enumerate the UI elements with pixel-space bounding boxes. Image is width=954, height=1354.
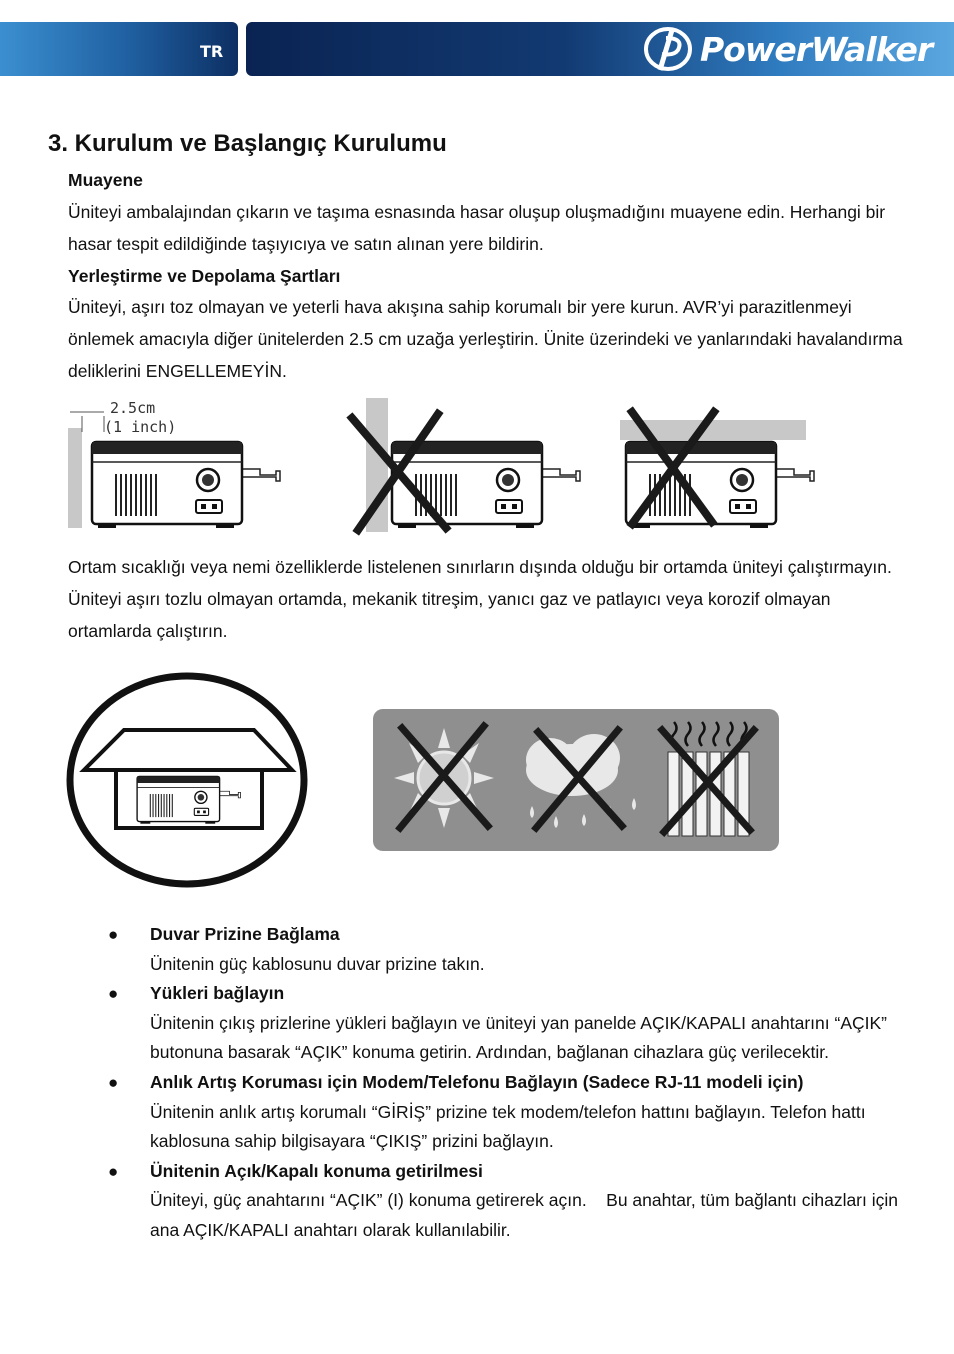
ups-unit: [92, 442, 280, 528]
clearance-label-cm: 2.5cm: [110, 399, 156, 417]
bullet-icon: ●: [108, 1072, 119, 1092]
step-title: Anlık Artış Koruması için Modem/Telefonu Bağlayın (Sadece RJ-11 modeli için): [150, 1071, 804, 1092]
powerwalker-logo-icon: [642, 26, 696, 72]
setup-steps-list: [108, 920, 903, 1246]
placement-text: Üniteyi, aşırı toz olmayan ve yeterli hava akışına sahip korumalı bir yere kurun. AVR’yi parazitlenmeyi önlemek amacıyla diğer ünitelerden 2.5 cm uzağa yerleştirin. Ünite üzerindeki ve yanlarındaki havalandırma deliklerini ENGELLEMEYİN.: [68, 297, 903, 381]
wall: [68, 428, 82, 528]
bullet-icon: ●: [108, 984, 119, 1004]
ups-unit: [626, 442, 814, 528]
page-title: 3. Kurulum ve Başlangıç Kurulumu: [48, 130, 447, 157]
step-text: Ünitenin anlık artış korumalı “GİRİŞ” prizine tek modem/telefon hattını bağlayın. Telefon hattı kablosuna sahip bilgisayara “ÇIKIŞ” prizini bağlayın.: [150, 1101, 866, 1152]
language-label: TR: [200, 42, 224, 61]
top-blocked-figure: [618, 404, 818, 534]
step-text: Üniteyi, güç anahtarını “AÇIK” (I) konuma getirerek açın. Bu anahtar, tüm bağlantı cihazları için ana AÇIK/KAPALI anahtarı olarak kullanılabilir.: [150, 1190, 903, 1240]
indoor-use-figure: [66, 672, 312, 888]
roof-icon: [84, 730, 292, 770]
step-title: Yükleri bağlayın: [150, 983, 285, 1004]
clearance-correct-figure: [64, 396, 284, 536]
bullet-icon: ●: [108, 925, 119, 944]
environment-hazards-figure: [372, 708, 780, 852]
list-item: [108, 1068, 898, 1157]
list-item: [108, 1157, 903, 1246]
placement-heading: Yerleştirme ve Depolama Şartları: [68, 266, 341, 286]
brand-name: PowerWalker: [700, 29, 933, 69]
inspection-heading: Muayene: [68, 170, 143, 190]
list-item: [108, 920, 898, 979]
step-text: Ünitenin güç kablosunu duvar prizine takın.: [150, 953, 485, 974]
wall-too-close-figure: [344, 396, 584, 536]
step-text: Ünitenin çıkış prizlerine yükleri bağlayın ve üniteyi yan panelde AÇIK/KAPALI anahtarını “AÇIK” butonuna basarak “AÇIK” konuma getirin. Ardından, bağlanan cihazlara güç verilecektir.: [150, 1012, 887, 1063]
step-title: Ünitenin Açık/Kapalı konuma getirilmesi: [150, 1160, 483, 1181]
ups-unit: [392, 442, 580, 528]
step-title: Duvar Prizine Bağlama: [150, 924, 340, 944]
environment-text: Ortam sıcaklığı veya nemi özelliklerde listelenen sınırların dışında olduğu bir ortamda üniteyi çalıştırmayın. Üniteyi aşırı tozlu olmayan ortamda, mekanik titreşim, yanıcı gaz ve patlayıcı veya korozif olmayan ortamlarda çalıştırın.: [68, 557, 892, 641]
clearance-label-inch: (1 inch): [104, 418, 177, 436]
brand-logo: [642, 26, 932, 72]
bullet-icon: ●: [108, 1161, 119, 1181]
inspection-text: Üniteyi ambalajından çıkarın ve taşıma esnasında hasar oluşup oluşmadığını muayene edin. Herhangi bir hasar tespit edildiğinde taşıyıcıya ve satın alınan yere bildirin.: [68, 202, 886, 254]
list-item: [108, 979, 898, 1068]
